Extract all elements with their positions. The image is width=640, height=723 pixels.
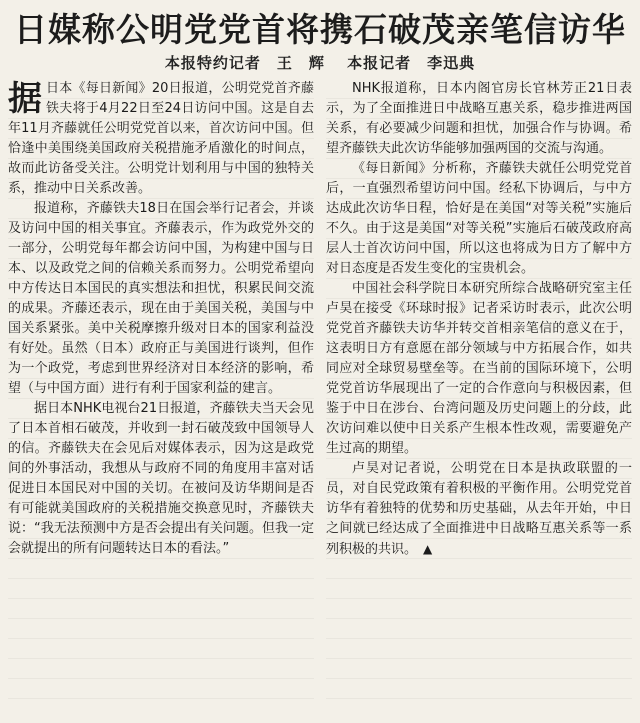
byline-part1: 本报特约记者 王 辉 [164, 54, 325, 72]
drop-cap: 据 [8, 79, 42, 119]
paragraph-2: 报道称，齐藤铁夫18日在国会举行记者会，并谈及访问中国的相关事宜。齐藤表示，作为政党外交的一部分，公明党每年都会访问中国，为构建中国与日本、以及政党之间的信赖关系而努力。公明党希望向中方传达日本国民的真实想法和担忧，积累民间交流的成果。齐藤还表示，现在由于美国关税，美国与中国关系紧张。美中关税摩擦升级对日本的国家利益没有好处。虽然（日本）政府正与美国进行谈判，但作为一个政党，考虑到世界经济对日本经济的影响，希望（与中国方面）进行有利于国家利益的建言。 [8, 201, 314, 396]
paragraph-6: 中国社会科学院日本研究所综合战略研究室主任卢昊在接受《环球时报》记者采访时表示，此次公明党党首齐藤铁夫访华并转交首相亲笔信的意义在于，这表明日方有意愿在部分领域与中方拓展合作，如共同应对全球贸易壁垒等。在当前的国际环境下，公明党党首访华展现出了一定的合作意向与积极因素，但鉴于中日在涉台、台湾问题及历史问题上的分歧，此次访问难以使中日关系产生根本性改观，需要避免产生过高的期望。 [326, 281, 632, 456]
byline [8, 52, 632, 73]
byline-part2: 本报记者 李迅典 [347, 54, 476, 72]
headline: 日媒称公明党党首将携石破茂亲笔信访华 [14, 10, 626, 49]
paragraph-4: NHK报道称，日本内阁官房长官林芳正21日表示，为了全面推进日中战略互惠关系，稳步推进两国关系，有必要减少问题和担忧，加强合作与协调。希望齐藤铁夫此次访华能够加强两国的交流与沟通。 [326, 81, 632, 156]
article-columns [8, 79, 632, 701]
paragraph-3: 据日本NHK电视台21日报道，齐藤铁夫当天会见了日本首相石破茂，并收到一封石破茂致中国领导人的信。齐藤铁夫在会见后对媒体表示，因为这是政党间的外事活动，我想从与政府不同的角度用丰富对话促进日本国民对中国的关切。在被问及访华期间是否有可能就美国政府的关税措施交换意见时，齐藤铁夫说：“我无法预测中方是否会提出有关问题。但我一定会就提出的所有问题转达日本的看法。” [8, 401, 314, 556]
end-mark-icon: ▲ [423, 542, 433, 556]
paragraph-7-text: 卢昊对记者说，公明党在日本是执政联盟的一员，对自民党政策有着积极的平衡作用。公明党党首访华有着独特的优势和历史基础，从去年开始，中日之间就已经达成了全面推进中日战略互惠关系等一系列积极的共识。 [326, 461, 632, 557]
left-column [8, 79, 314, 701]
paragraph-1-text: 日本《每日新闻》20日报道，公明党党首齐藤铁夫将于4月22日至24日访问中国。这是自去年11月齐藤就任公明党党首以来，首次访问中国。但恰逢中美围绕美国政府关税措施矛盾激化的时间点，故而此访备受关注。公明党计划利用与中国的独特关系，推动中日关系改善。 [8, 81, 314, 196]
paragraph-7 [326, 459, 632, 560]
paragraph-1 [8, 79, 314, 199]
right-column [326, 79, 632, 701]
paragraph-5: 《每日新闻》分析称，齐藤铁夫就任公明党党首后，一直强烈希望访问中国。经私下协调后，与中方达成此次访华日程，恰好是在美国“对等关税”实施后不久。由于这是美国“对等关税”实施后石破茂政府高层人士首次访问中国，所以这也将成为日方了解中方对日态度是否发生变化的宝贵机会。 [326, 161, 632, 276]
